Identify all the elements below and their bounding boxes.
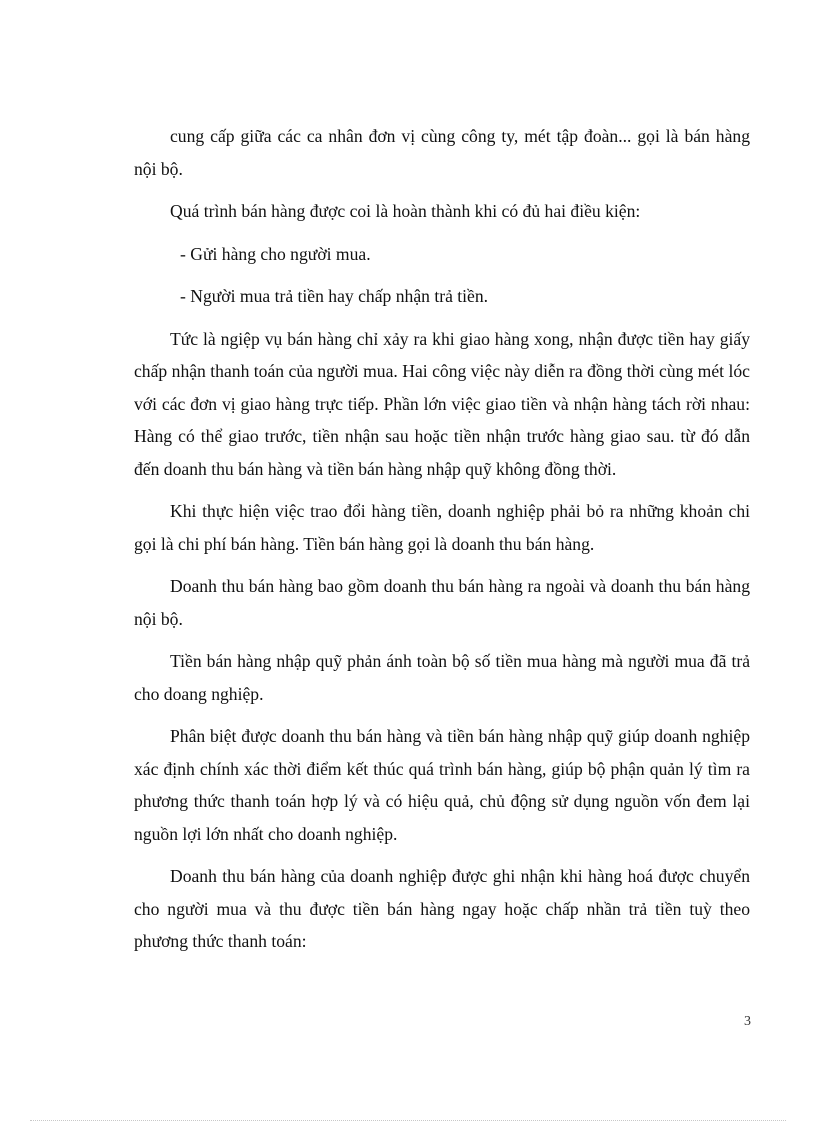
- document-body: [134, 120, 750, 968]
- paragraph-4: Khi thực hiện việc trao đổi hàng tiền, doanh nghiệp phải bỏ ra những khoản chi gọi là chi phí bán hàng. Tiền bán hàng gọi là doanh thu bán hàng.: [134, 501, 750, 554]
- paragraph-2: Quá trình bán hàng được coi là hoàn thành khi có đủ hai điều kiện:: [170, 201, 641, 221]
- paragraph-5: Doanh thu bán hàng bao gồm doanh thu bán hàng ra ngoài và doanh thu bán hàng nội bộ.: [134, 576, 750, 629]
- paragraph-6: Tiền bán hàng nhập quỹ phản ánh toàn bộ số tiền mua hàng mà người mua đã trả cho doang nghiệp.: [134, 651, 750, 704]
- page-number: 3: [744, 1014, 751, 1029]
- paragraph-3: Tức là ngiệp vụ bán hàng chỉ xảy ra khi giao hàng xong, nhận được tiền hay giấy chấp nhận thanh toán của người mua. Hai công việc này diễn ra đồng thời cùng mét lóc với các đơn vị giao hàng trực tiếp. Phần lớn việc giao tiền và nhận hàng tách rời nhau: Hàng có thể giao trước, tiền nhận sau hoặc tiền nhận trước hàng giao sau. từ đó dẫn đến doanh thu bán hàng và tiền bán hàng nhập quỹ không đồng thời.: [134, 328, 750, 479]
- paragraph-1: cung cấp giữa các ca nhân đơn vị cùng công ty, mét tập đoàn... gọi là bán hàng nội bộ.: [134, 126, 750, 179]
- footer-divider: [30, 1120, 786, 1121]
- paragraph-7: Phân biệt được doanh thu bán hàng và tiền bán hàng nhập quỹ giúp doanh nghiệp xác định chính xác thời điểm kết thúc quá trình bán hàng, giúp bộ phận quản lý tìm ra phương thức thanh toán hợp lý và có hiệu quả, chủ động sử dụng nguồn vốn đem lại nguồn lợi lớn nhất cho doanh nghiệp.: [134, 726, 750, 844]
- bullet-item-2: - Người mua trả tiền hay chấp nhận trả tiền.: [180, 286, 489, 306]
- bullet-item-1: - Gửi hàng cho người mua.: [180, 243, 371, 264]
- paragraph-8: Doanh thu bán hàng của doanh nghiệp được ghi nhận khi hàng hoá được chuyển cho người mua và thu được tiền bán hàng ngay hoặc chấp nhần trả tiền tuỳ theo phương thức thanh toán:: [134, 866, 750, 951]
